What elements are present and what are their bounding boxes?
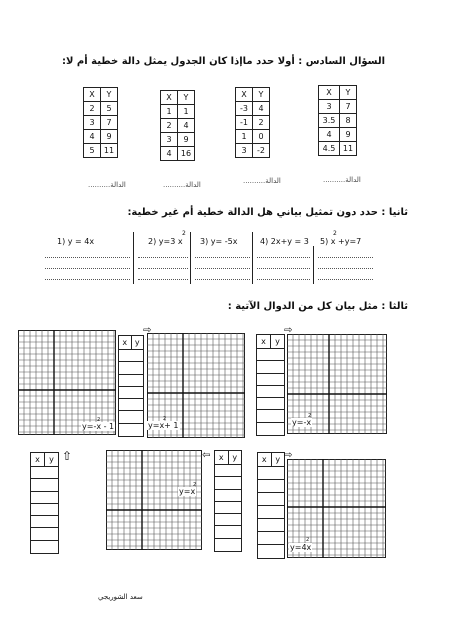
arrow-left-icon: ⇦ [202, 450, 211, 461]
answer-line[interactable] [138, 261, 188, 269]
table-row[interactable] [258, 467, 284, 480]
table-row[interactable] [31, 467, 58, 479]
xy-answer-table-3[interactable] [30, 452, 59, 554]
table-cell: 9 [340, 128, 357, 142]
table-row[interactable] [215, 514, 241, 526]
answer-line[interactable] [138, 250, 188, 258]
table-cell: 4 [178, 119, 195, 133]
table-row[interactable] [257, 398, 284, 410]
table-cell: 5 [84, 144, 101, 158]
eq1-exp: 2 [97, 417, 101, 423]
table-cell: 4.5 [319, 142, 340, 156]
arrow-right-icon-1: ⇨ [143, 325, 152, 336]
table-cell: 3 [84, 116, 101, 130]
arrow-up-icon: ⇧ [62, 449, 73, 463]
table-row[interactable] [257, 410, 284, 422]
table-cell: Y [253, 88, 270, 102]
answer-line[interactable] [195, 272, 250, 280]
table-row[interactable] [119, 362, 143, 374]
xy-table-4 [318, 85, 357, 156]
table-header-y: y [275, 337, 280, 346]
function-item-3: 3) y= -5x [200, 237, 238, 246]
table-header-y: y [232, 453, 238, 462]
table-row[interactable] [258, 519, 284, 532]
table-cell: 4 [84, 130, 101, 144]
table-cell: 11 [340, 142, 357, 156]
function-answer-label-2: الدالة.......... [163, 181, 201, 189]
answer-line[interactable] [318, 250, 373, 258]
table-cell: 16 [178, 147, 195, 161]
table-row[interactable] [31, 516, 58, 528]
separator-3 [252, 232, 253, 284]
table-cell: X [236, 88, 253, 102]
function-item-5: 5) x +y=7 [320, 237, 362, 246]
equation-1: y=-x - 1 [82, 422, 115, 431]
table-cell: 3 [161, 133, 178, 147]
question-two-heading: ثانيا : حدد دون تمثيل بياني هل الدالة خطية أم غير خطية: [127, 207, 408, 218]
table-row[interactable] [215, 477, 241, 489]
function-item-4: 4) 2x+y = 3 [260, 237, 309, 246]
answer-line[interactable] [195, 261, 250, 269]
table-row[interactable] [119, 387, 143, 399]
xy-answer-table-4[interactable] [214, 450, 242, 552]
table-row[interactable] [31, 504, 58, 516]
table-row[interactable] [119, 350, 143, 362]
table-row[interactable] [257, 361, 284, 373]
table-row[interactable] [258, 480, 284, 493]
answer-line[interactable] [257, 261, 310, 269]
answer-line[interactable] [257, 272, 310, 280]
table-row[interactable] [258, 545, 284, 557]
xy-table-2 [160, 90, 195, 161]
table-row[interactable] [215, 539, 241, 550]
table-cell: 1 [161, 105, 178, 119]
table-header-x: x [119, 336, 132, 349]
table-row[interactable] [31, 528, 58, 540]
table-row[interactable] [119, 399, 143, 411]
table-row[interactable] [31, 479, 58, 491]
xy-table-1 [83, 87, 118, 158]
function-item-2: 2) y=3 x [148, 237, 183, 246]
table-cell: 2 [84, 102, 101, 116]
eq3-exp: 2 [308, 413, 312, 419]
equation-5: y=4x [290, 543, 312, 552]
table-cell: 7 [101, 116, 118, 130]
function-answer-label-1: الدالة.......... [88, 181, 126, 189]
table-row[interactable] [257, 349, 284, 361]
table-cell: 0 [253, 130, 270, 144]
table-cell: 4 [161, 147, 178, 161]
table-cell: 7 [340, 100, 357, 114]
table-cell: 3 [319, 100, 340, 114]
table-row[interactable] [119, 411, 143, 423]
table-cell: 11 [101, 144, 118, 158]
table-cell: -3 [236, 102, 253, 116]
answer-line[interactable] [195, 250, 250, 258]
table-row[interactable] [31, 492, 58, 504]
table-cell: X [161, 91, 178, 105]
function-item-1: 1) y = 4x [57, 237, 95, 246]
table-cell: Y [101, 88, 118, 102]
coordinate-grid-1[interactable] [18, 330, 116, 435]
table-cell: 3 [236, 144, 253, 158]
equation-3: y=-x [292, 418, 312, 427]
table-row[interactable] [215, 502, 241, 514]
answer-line[interactable] [138, 272, 188, 280]
table-cell: -1 [236, 116, 253, 130]
separator-4 [313, 246, 314, 284]
table-row[interactable] [257, 374, 284, 386]
exponent-2: 2 [182, 230, 186, 237]
table-header-y: y [49, 455, 54, 464]
table-cell: 9 [178, 133, 195, 147]
table-row[interactable] [257, 423, 284, 434]
table-cell: 1 [236, 130, 253, 144]
table-row[interactable] [31, 541, 58, 552]
table-row[interactable] [215, 465, 241, 477]
table-cell: Y [178, 91, 195, 105]
table-cell: 2 [253, 116, 270, 130]
xy-answer-table-5[interactable] [257, 452, 285, 559]
table-header-x: x [257, 335, 271, 348]
answer-line[interactable] [318, 272, 373, 280]
function-answer-label-3: الدالة.......... [243, 177, 281, 185]
equation-4: y=x [179, 487, 196, 496]
table-cell: 4 [319, 128, 340, 142]
table-cell: 2 [161, 119, 178, 133]
table-row[interactable] [215, 490, 241, 502]
table-header-y: y [134, 338, 140, 347]
answer-line[interactable] [257, 250, 310, 258]
table-row[interactable] [119, 424, 143, 435]
table-cell: 3.5 [319, 114, 340, 128]
table-header-y: y [275, 455, 281, 464]
question-six-heading: السؤال السادس : أولا حدد ماإذا كان الجدول يمثل دالة خطية أم لا: [62, 56, 385, 67]
eq5-exp: 2 [306, 537, 310, 543]
table-row[interactable] [258, 493, 284, 506]
author-name: سعد الشوريجي [98, 593, 143, 601]
table-header-x: x [31, 453, 45, 466]
table-row[interactable] [119, 375, 143, 387]
arrow-right-icon-2: ⇨ [284, 325, 293, 336]
arrow-right-icon-3: ⇨ [284, 450, 293, 461]
answer-line[interactable] [318, 261, 373, 269]
table-cell: 1 [178, 105, 195, 119]
question-three-heading: ثالثا : مثل بيان كل من الدوال الآتية : [227, 301, 408, 312]
xy-answer-table-1[interactable] [118, 335, 144, 437]
table-cell: 5 [101, 102, 118, 116]
answer-line[interactable] [45, 261, 130, 269]
table-row[interactable] [258, 506, 284, 519]
table-cell: X [319, 86, 340, 100]
answer-line[interactable] [45, 272, 130, 280]
xy-answer-table-2[interactable] [256, 334, 285, 436]
table-cell: 4 [253, 102, 270, 116]
table-header-x: x [258, 453, 272, 466]
equation-2: y=x+ 1 [148, 421, 179, 430]
coordinate-grid-4[interactable] [106, 450, 202, 550]
table-row[interactable] [215, 526, 241, 538]
answer-line[interactable] [45, 250, 130, 258]
table-cell: 9 [101, 130, 118, 144]
eq2-exp: 2 [163, 416, 167, 422]
table-cell: 8 [340, 114, 357, 128]
table-cell: -2 [253, 144, 270, 158]
function-answer-label-4: الدالة.......... [323, 176, 361, 184]
eq4-exp: 2 [193, 482, 197, 488]
separator-1 [133, 232, 134, 284]
table-cell: X [84, 88, 101, 102]
exponent-5: 2 [333, 230, 337, 237]
table-cell: Y [340, 86, 357, 100]
table-row[interactable] [257, 386, 284, 398]
xy-table-3 [235, 87, 270, 158]
separator-2 [190, 232, 191, 284]
table-header-x: x [215, 451, 229, 464]
table-row[interactable] [258, 532, 284, 545]
